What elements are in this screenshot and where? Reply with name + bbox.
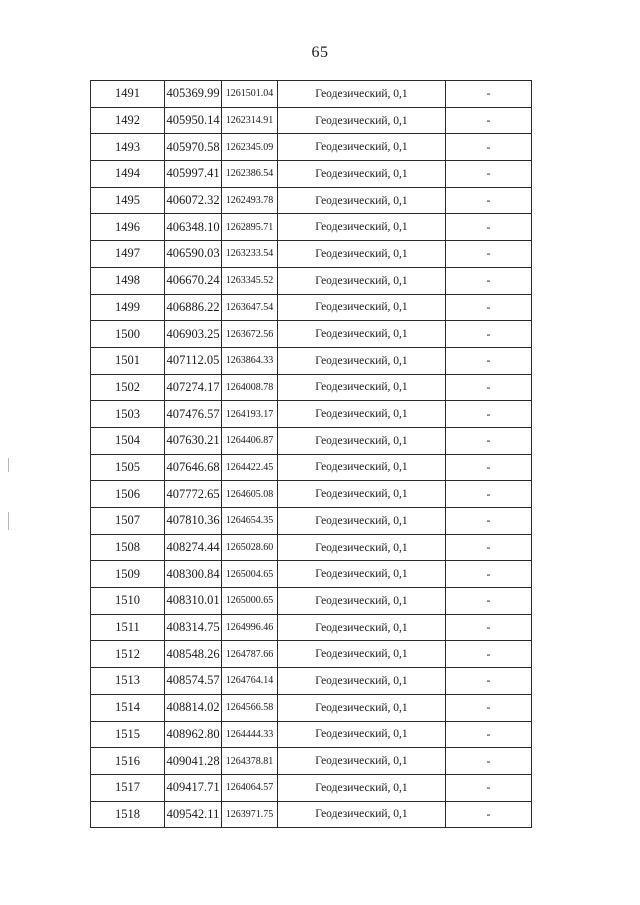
y-coordinate-cell: 1264008.78 — [222, 374, 278, 401]
table-row — [91, 321, 532, 348]
y-coordinate-cell: 1262386.54 — [222, 161, 278, 188]
method-accuracy-cell: Геодезический, 0,1 — [278, 187, 446, 214]
table-row — [91, 668, 532, 695]
point-number-cell: 1508 — [91, 534, 165, 561]
point-number-cell: 1511 — [91, 614, 165, 641]
x-coordinate-cell: 408314.75 — [165, 614, 222, 641]
y-coordinate-cell: 1261501.04 — [222, 81, 278, 108]
point-number-cell: 1495 — [91, 187, 165, 214]
point-number-cell: 1498 — [91, 267, 165, 294]
y-coordinate-cell: 1264444.33 — [222, 721, 278, 748]
dash-cell: - — [446, 801, 532, 828]
method-accuracy-cell: Геодезический, 0,1 — [278, 588, 446, 615]
x-coordinate-cell: 407476.57 — [165, 401, 222, 428]
dash-cell: - — [446, 721, 532, 748]
point-number-cell: 1492 — [91, 107, 165, 134]
dash-cell: - — [446, 401, 532, 428]
y-coordinate-cell: 1262493.78 — [222, 187, 278, 214]
method-accuracy-cell: Геодезический, 0,1 — [278, 347, 446, 374]
x-coordinate-cell: 407810.36 — [165, 508, 222, 535]
method-accuracy-cell: Геодезический, 0,1 — [278, 614, 446, 641]
table-row — [91, 427, 532, 454]
table-row — [91, 187, 532, 214]
dash-cell: - — [446, 614, 532, 641]
dash-cell: - — [446, 668, 532, 695]
x-coordinate-cell: 406903.25 — [165, 321, 222, 348]
method-accuracy-cell: Геодезический, 0,1 — [278, 374, 446, 401]
dash-cell: - — [446, 694, 532, 721]
table-row — [91, 561, 532, 588]
method-accuracy-cell: Геодезический, 0,1 — [278, 107, 446, 134]
point-number-cell: 1504 — [91, 427, 165, 454]
x-coordinate-cell: 408274.44 — [165, 534, 222, 561]
dash-cell: - — [446, 748, 532, 775]
table-row — [91, 801, 532, 828]
scan-artifact — [8, 512, 9, 530]
y-coordinate-cell: 1264064.57 — [222, 774, 278, 801]
dash-cell: - — [446, 534, 532, 561]
method-accuracy-cell: Геодезический, 0,1 — [278, 214, 446, 241]
x-coordinate-cell: 407646.68 — [165, 454, 222, 481]
table-row — [91, 774, 532, 801]
point-number-cell: 1500 — [91, 321, 165, 348]
method-accuracy-cell: Геодезический, 0,1 — [278, 694, 446, 721]
table-row — [91, 481, 532, 508]
coordinates-table-body — [91, 81, 532, 828]
table-row — [91, 534, 532, 561]
table-row — [91, 721, 532, 748]
table-row — [91, 374, 532, 401]
x-coordinate-cell: 408310.01 — [165, 588, 222, 615]
point-number-cell: 1517 — [91, 774, 165, 801]
y-coordinate-cell: 1263971.75 — [222, 801, 278, 828]
y-coordinate-cell: 1262895.71 — [222, 214, 278, 241]
y-coordinate-cell: 1263672.56 — [222, 321, 278, 348]
x-coordinate-cell: 408814.02 — [165, 694, 222, 721]
dash-cell: - — [446, 774, 532, 801]
x-coordinate-cell: 406886.22 — [165, 294, 222, 321]
dash-cell: - — [446, 81, 532, 108]
x-coordinate-cell: 407630.21 — [165, 427, 222, 454]
method-accuracy-cell: Геодезический, 0,1 — [278, 561, 446, 588]
point-number-cell: 1501 — [91, 347, 165, 374]
table-row — [91, 81, 532, 108]
dash-cell: - — [446, 641, 532, 668]
point-number-cell: 1514 — [91, 694, 165, 721]
method-accuracy-cell: Геодезический, 0,1 — [278, 508, 446, 535]
x-coordinate-cell: 408962.80 — [165, 721, 222, 748]
point-number-cell: 1509 — [91, 561, 165, 588]
table-row — [91, 214, 532, 241]
method-accuracy-cell: Геодезический, 0,1 — [278, 534, 446, 561]
dash-cell: - — [446, 427, 532, 454]
method-accuracy-cell: Геодезический, 0,1 — [278, 641, 446, 668]
point-number-cell: 1491 — [91, 81, 165, 108]
dash-cell: - — [446, 267, 532, 294]
y-coordinate-cell: 1264422.45 — [222, 454, 278, 481]
y-coordinate-cell: 1265028.60 — [222, 534, 278, 561]
x-coordinate-cell: 409417.71 — [165, 774, 222, 801]
table-row — [91, 267, 532, 294]
y-coordinate-cell: 1263864.33 — [222, 347, 278, 374]
y-coordinate-cell: 1265004.65 — [222, 561, 278, 588]
dash-cell: - — [446, 454, 532, 481]
dash-cell: - — [446, 347, 532, 374]
method-accuracy-cell: Геодезический, 0,1 — [278, 774, 446, 801]
method-accuracy-cell: Геодезический, 0,1 — [278, 801, 446, 828]
point-number-cell: 1518 — [91, 801, 165, 828]
method-accuracy-cell: Геодезический, 0,1 — [278, 241, 446, 268]
dash-cell: - — [446, 187, 532, 214]
dash-cell: - — [446, 161, 532, 188]
x-coordinate-cell: 407112.05 — [165, 347, 222, 374]
method-accuracy-cell: Геодезический, 0,1 — [278, 401, 446, 428]
y-coordinate-cell: 1263647.54 — [222, 294, 278, 321]
y-coordinate-cell: 1264787.66 — [222, 641, 278, 668]
x-coordinate-cell: 406590.03 — [165, 241, 222, 268]
point-number-cell: 1510 — [91, 588, 165, 615]
x-coordinate-cell: 405997.41 — [165, 161, 222, 188]
dash-cell: - — [446, 294, 532, 321]
point-number-cell: 1513 — [91, 668, 165, 695]
table-row — [91, 294, 532, 321]
x-coordinate-cell: 408548.26 — [165, 641, 222, 668]
dash-cell: - — [446, 508, 532, 535]
method-accuracy-cell: Геодезический, 0,1 — [278, 81, 446, 108]
point-number-cell: 1503 — [91, 401, 165, 428]
y-coordinate-cell: 1264605.08 — [222, 481, 278, 508]
table-row — [91, 241, 532, 268]
x-coordinate-cell: 405369.99 — [165, 81, 222, 108]
table-row — [91, 508, 532, 535]
table-row — [91, 107, 532, 134]
table-row — [91, 401, 532, 428]
x-coordinate-cell: 407274.17 — [165, 374, 222, 401]
y-coordinate-cell: 1264406.87 — [222, 427, 278, 454]
x-coordinate-cell: 409542.11 — [165, 801, 222, 828]
table-row — [91, 614, 532, 641]
y-coordinate-cell: 1264654.35 — [222, 508, 278, 535]
x-coordinate-cell: 405950.14 — [165, 107, 222, 134]
table-row — [91, 748, 532, 775]
x-coordinate-cell: 409041.28 — [165, 748, 222, 775]
point-number-cell: 1496 — [91, 214, 165, 241]
x-coordinate-cell: 408300.84 — [165, 561, 222, 588]
x-coordinate-cell: 405970.58 — [165, 134, 222, 161]
y-coordinate-cell: 1262345.09 — [222, 134, 278, 161]
y-coordinate-cell: 1263233.54 — [222, 241, 278, 268]
table-row — [91, 161, 532, 188]
method-accuracy-cell: Геодезический, 0,1 — [278, 481, 446, 508]
dash-cell: - — [446, 241, 532, 268]
method-accuracy-cell: Геодезический, 0,1 — [278, 721, 446, 748]
method-accuracy-cell: Геодезический, 0,1 — [278, 321, 446, 348]
table-row — [91, 134, 532, 161]
scan-artifact — [8, 458, 9, 472]
y-coordinate-cell: 1264193.17 — [222, 401, 278, 428]
dash-cell: - — [446, 107, 532, 134]
point-number-cell: 1499 — [91, 294, 165, 321]
x-coordinate-cell: 408574.57 — [165, 668, 222, 695]
dash-cell: - — [446, 588, 532, 615]
dash-cell: - — [446, 481, 532, 508]
method-accuracy-cell: Геодезический, 0,1 — [278, 427, 446, 454]
y-coordinate-cell: 1264566.58 — [222, 694, 278, 721]
point-number-cell: 1515 — [91, 721, 165, 748]
point-number-cell: 1506 — [91, 481, 165, 508]
table-row — [91, 454, 532, 481]
point-number-cell: 1516 — [91, 748, 165, 775]
table-row — [91, 694, 532, 721]
point-number-cell: 1502 — [91, 374, 165, 401]
coordinates-table — [90, 80, 532, 828]
method-accuracy-cell: Геодезический, 0,1 — [278, 668, 446, 695]
dash-cell: - — [446, 561, 532, 588]
point-number-cell: 1497 — [91, 241, 165, 268]
y-coordinate-cell: 1263345.52 — [222, 267, 278, 294]
table-row — [91, 641, 532, 668]
dash-cell: - — [446, 321, 532, 348]
dash-cell: - — [446, 134, 532, 161]
x-coordinate-cell: 407772.65 — [165, 481, 222, 508]
method-accuracy-cell: Геодезический, 0,1 — [278, 454, 446, 481]
point-number-cell: 1493 — [91, 134, 165, 161]
table-row — [91, 588, 532, 615]
point-number-cell: 1494 — [91, 161, 165, 188]
y-coordinate-cell: 1264996.46 — [222, 614, 278, 641]
y-coordinate-cell: 1264378.81 — [222, 748, 278, 775]
method-accuracy-cell: Геодезический, 0,1 — [278, 161, 446, 188]
dash-cell: - — [446, 214, 532, 241]
x-coordinate-cell: 406348.10 — [165, 214, 222, 241]
x-coordinate-cell: 406670.24 — [165, 267, 222, 294]
dash-cell: - — [446, 374, 532, 401]
table-row — [91, 347, 532, 374]
x-coordinate-cell: 406072.32 — [165, 187, 222, 214]
y-coordinate-cell: 1264764.14 — [222, 668, 278, 695]
method-accuracy-cell: Геодезический, 0,1 — [278, 294, 446, 321]
page-number: 65 — [311, 44, 329, 61]
method-accuracy-cell: Геодезический, 0,1 — [278, 267, 446, 294]
point-number-cell: 1512 — [91, 641, 165, 668]
y-coordinate-cell: 1265000.65 — [222, 588, 278, 615]
point-number-cell: 1505 — [91, 454, 165, 481]
method-accuracy-cell: Геодезический, 0,1 — [278, 134, 446, 161]
method-accuracy-cell: Геодезический, 0,1 — [278, 748, 446, 775]
y-coordinate-cell: 1262314.91 — [222, 107, 278, 134]
point-number-cell: 1507 — [91, 508, 165, 535]
